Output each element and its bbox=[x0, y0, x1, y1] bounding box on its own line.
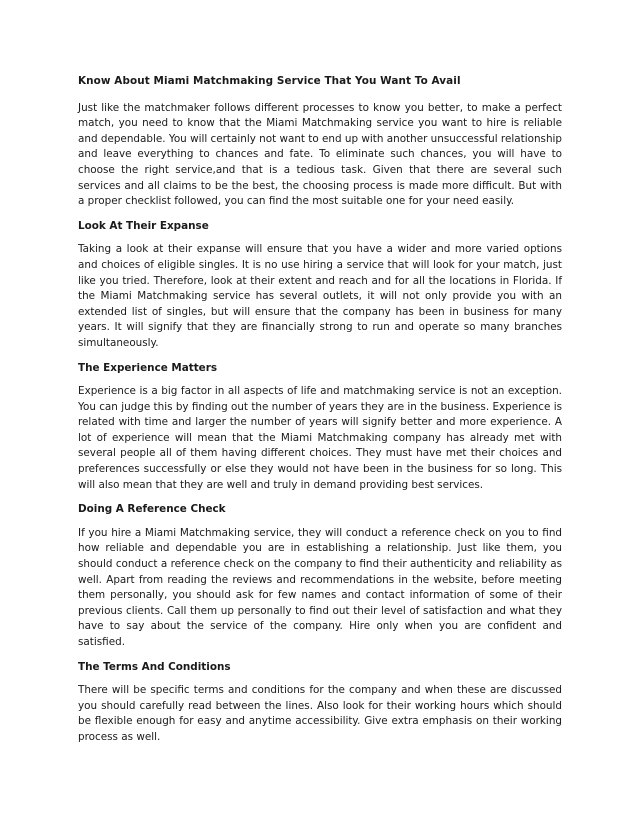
document-title: Know About Miami Matchmaking Service That You Want To Avail bbox=[78, 75, 461, 87]
section-body-experience: Experience is a big factor in all aspects of life and matchmaking service is not an exception. You can judge this by finding out the number of years they are in the business. Experience is related with time and larger the number of years will signify better and more experience. A lot of experience will mean that the Miami Matchmaking company has already met with several people all of them having different choices. They must have met their choices and preferences successfully or else they would not have been in the business for so long. This will also mean that they are well and truly in demand providing best services. bbox=[78, 385, 562, 491]
section-heading-terms: The Terms And Conditions bbox=[78, 660, 231, 673]
section-body-expanse: Taking a look at their expanse will ensure that you have a wider and more varied options and choices of eligible singles. It is no use hiring a service that will look for your match, just like you tried. Therefore, look at their extent and reach and for all the locations in Florida. If the Miami Matchmaking service has several outlets, it will not only provide you with an extended list of singles, but will ensure that the company has been in business for many years. It will signify that they are financially strong to run and operate so many branches simultaneously. bbox=[78, 243, 562, 349]
document-page bbox=[78, 74, 562, 755]
section-heading-experience: The Experience Matters bbox=[78, 361, 218, 374]
section-heading-expanse: Look At Their Expanse bbox=[78, 219, 209, 232]
section-body-reference-check: If you hire a Miami Matchmaking service, they will conduct a reference check on you to find how reliable and dependable you are in establishing a relationship. Just like them, you should conduct a reference check on the company to find their authenticity and reliability as well. Apart from reading the reviews and recommendations in the website, before meeting them personally, you should ask for few names and contact information of some of their previous clients. Call them up personally to find out their level of satisfaction and what they have to say about the service of the company. Hire only when you are confident and satisfied. bbox=[78, 526, 562, 648]
intro-paragraph: Just like the matchmaker follows different processes to know you better, to make a perfect match, you need to know that the Miami Matchmaking service you want to hire is reliable and dependable. You will certainly not want to end up with another unsuccessful relationship and leave everything to chances and fate. To eliminate such chances, you will have to choose the right service,and that is a tedious task. Given that there are several such services and all claims to be the best, the choosing process is made more difficult. But with a proper checklist followed, you can find the most suitable one for your need easily. bbox=[78, 101, 563, 208]
section-heading-reference-check: Doing A Reference Check bbox=[78, 503, 226, 516]
section-body-terms: There will be specific terms and conditions for the company and when these are discussed you should carefully read between the lines. Also look for their working hours which should be flexible enough for easy and anytime accessibility. Give extra emphasis on their working process as well. bbox=[78, 684, 562, 743]
